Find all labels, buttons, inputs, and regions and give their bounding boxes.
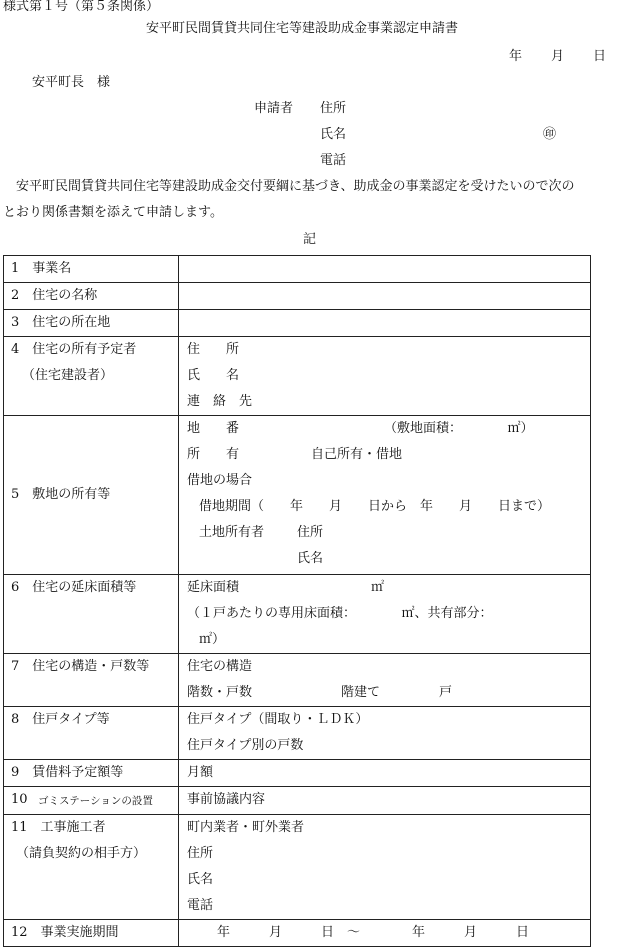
landowner-name-label: 氏名 bbox=[297, 551, 324, 567]
contractor-label: 11 工事施工者 bbox=[11, 819, 106, 835]
lot-number-label: 地 番 bbox=[187, 421, 240, 437]
table-row bbox=[4, 256, 591, 283]
application-table bbox=[3, 255, 591, 947]
landowner-label: 土地所有者 bbox=[199, 525, 265, 541]
prior-consultation-label: 事前協議内容 bbox=[187, 792, 266, 808]
row-label-cell bbox=[4, 574, 179, 653]
row-label-cell bbox=[4, 337, 179, 416]
floors-suffix: 階建て bbox=[341, 685, 381, 701]
body-text-line1: 安平町民間賃貸共同住宅等建設助成金交付要綱に基づき、助成金の事業認定を受けたいので次の bbox=[16, 179, 575, 194]
floor-area-unit: ㎡ bbox=[371, 579, 385, 595]
rent-label: 9 賃借料予定額等 bbox=[11, 765, 124, 781]
row-label-cell bbox=[4, 256, 179, 283]
common-area-unit: ㎡） bbox=[199, 631, 226, 647]
lease-period-label: 借地期間（ 年 月 日から 年 月 日まで） bbox=[199, 499, 551, 515]
table-row bbox=[4, 654, 591, 707]
row-label-cell bbox=[4, 707, 179, 760]
housing-name-field[interactable] bbox=[179, 283, 591, 310]
site-ownership-field[interactable] bbox=[179, 416, 591, 574]
table-row bbox=[4, 787, 591, 814]
building-structure-label: 住宅の構造 bbox=[187, 659, 253, 675]
table-row bbox=[4, 707, 591, 760]
row-label-cell bbox=[4, 283, 179, 310]
units-per-type-label: 住戸タイプ別の戸数 bbox=[187, 738, 304, 754]
implementation-period-dates: 年 月 日 ～ 年 月 日 bbox=[217, 924, 530, 940]
garbage-station-label: ゴミステーションの設置 bbox=[38, 795, 153, 808]
applicant-name-label: 氏名 bbox=[320, 127, 347, 142]
total-floor-area-label: 延床面積 bbox=[187, 579, 240, 595]
unit-type-field[interactable] bbox=[179, 707, 591, 760]
applicant-phone-label: 電話 bbox=[320, 153, 347, 168]
table-row bbox=[4, 814, 591, 919]
unit-type-label: 8 住戸タイプ等 bbox=[11, 712, 110, 728]
row-label-cell bbox=[4, 760, 179, 787]
floors-units-label: 階数・戸数 bbox=[187, 685, 253, 701]
table-row bbox=[4, 310, 591, 337]
owner-name-label: 氏 名 bbox=[187, 368, 240, 384]
garbage-station-number: 10 bbox=[11, 792, 28, 808]
contractor-sublabel: （請負契約の相手方） bbox=[16, 845, 147, 861]
date-month: 月 bbox=[551, 49, 565, 64]
table-row bbox=[4, 760, 591, 787]
ki-heading: 記 bbox=[303, 232, 317, 247]
rent-field[interactable] bbox=[179, 760, 591, 787]
implementation-period-field[interactable] bbox=[179, 919, 591, 946]
contractor-address-label: 住所 bbox=[187, 845, 214, 861]
row-label-cell bbox=[4, 814, 179, 919]
owner-contact-label: 連 絡 先 bbox=[187, 394, 253, 410]
housing-location-label: 3 住宅の所在地 bbox=[11, 315, 111, 331]
housing-location-field[interactable] bbox=[179, 310, 591, 337]
row-label-cell bbox=[4, 416, 179, 574]
applicant-address-label: 住所 bbox=[320, 101, 347, 116]
table-row bbox=[4, 416, 591, 574]
floor-area-field[interactable] bbox=[179, 574, 591, 653]
housing-name-label: 2 住宅の名称 bbox=[11, 288, 98, 304]
date-day: 日 bbox=[593, 49, 607, 64]
form-number: 様式第１号（第５条関係） bbox=[3, 0, 160, 14]
project-name-field[interactable] bbox=[179, 256, 591, 283]
row-label-cell bbox=[4, 787, 179, 814]
body-text-line2: とおり関係書類を添えて申請します。 bbox=[3, 205, 223, 220]
units-suffix: 戸 bbox=[439, 685, 453, 701]
project-name-label: 1 事業名 bbox=[11, 261, 72, 276]
contractor-phone-label: 電話 bbox=[187, 897, 214, 913]
structure-label: 7 住宅の構造・戸数等 bbox=[11, 659, 150, 675]
row-label-cell bbox=[4, 654, 179, 707]
contractor-field[interactable] bbox=[179, 814, 591, 919]
site-area-label: （敷地面積： ㎡） bbox=[384, 421, 534, 437]
structure-field[interactable] bbox=[179, 654, 591, 707]
contractor-name-label: 氏名 bbox=[187, 871, 214, 887]
contractor-location-option[interactable]: 町内業者・町外業者 bbox=[187, 819, 305, 835]
owner-field[interactable] bbox=[179, 337, 591, 416]
garbage-station-field[interactable] bbox=[179, 787, 591, 814]
ownership-option[interactable]: 自己所有・借地 bbox=[311, 447, 403, 463]
landowner-address-label: 住所 bbox=[297, 525, 324, 541]
owner-address-label: 住 所 bbox=[187, 342, 240, 358]
table-row bbox=[4, 919, 591, 946]
owner-label: 4 住宅の所有予定者 bbox=[11, 342, 137, 358]
floor-area-label: 6 住宅の延床面積等 bbox=[11, 579, 137, 595]
document-title: 安平町民間賃貸共同住宅等建設助成金事業認定申請書 bbox=[146, 21, 459, 36]
per-unit-area-label: （１戸あたりの専用床面積： ㎡、共有部分： bbox=[187, 605, 493, 621]
row-label-cell bbox=[4, 919, 179, 946]
unit-type-layout-label: 住戸タイプ（間取り・ＬＤＫ） bbox=[187, 712, 369, 728]
implementation-period-label: 12 事業実施期間 bbox=[11, 924, 119, 940]
applicant-label: 申請者 bbox=[254, 101, 294, 116]
addressee: 安平町長 様 bbox=[32, 75, 111, 90]
monthly-amount-label: 月額 bbox=[187, 765, 214, 781]
owner-sublabel: （住宅建設者） bbox=[22, 368, 114, 384]
table-row bbox=[4, 337, 591, 416]
leased-land-label: 借地の場合 bbox=[187, 473, 253, 489]
table-row bbox=[4, 574, 591, 653]
row-label-cell bbox=[4, 310, 179, 337]
site-ownership-label: 5 敷地の所有等 bbox=[11, 487, 111, 503]
seal-mark: ㊞ bbox=[543, 127, 557, 142]
table-row bbox=[4, 283, 591, 310]
date-year: 年 bbox=[509, 49, 523, 64]
ownership-label: 所 有 bbox=[187, 447, 240, 463]
